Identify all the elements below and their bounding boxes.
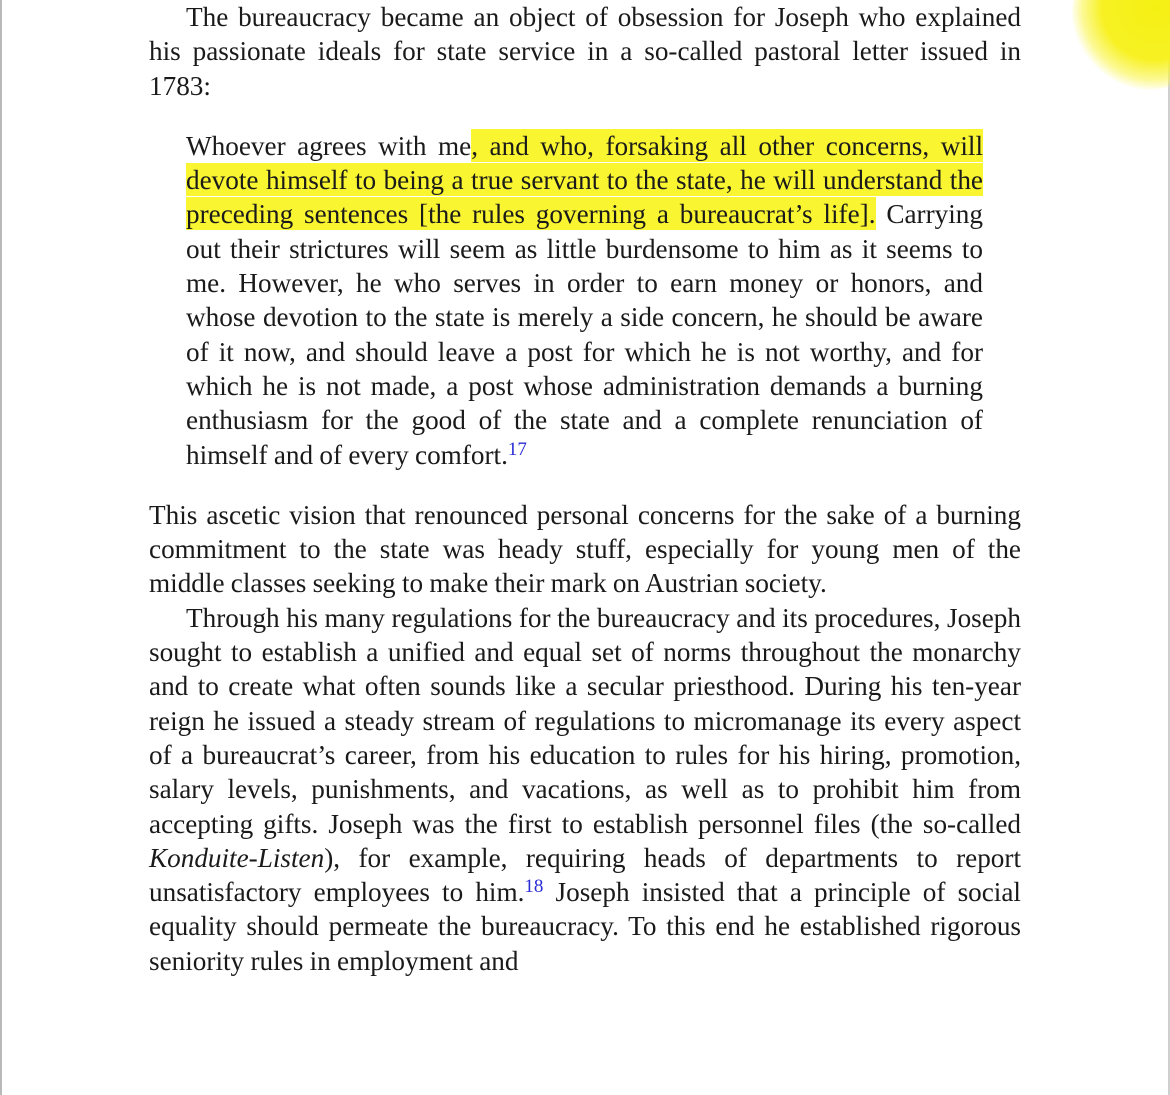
quote-highlight[interactable]: , and who, forsaking all other concerns, will devote himself to being a true servant to the state, he will understand the preceding sentences [the rules governing a bureaucrat’s life]. xyxy=(186,130,983,230)
footnote-link-18[interactable]: 18 xyxy=(524,876,544,898)
footnote-link-17[interactable]: 17 xyxy=(507,438,527,460)
konduite-listen-term: Konduite-Listen xyxy=(149,842,325,873)
paragraph-intro: The bureaucracy became an object of obsession for Joseph who explained his passionate ideals for state service in a so-called pastoral letter issued in 1783: xyxy=(149,2,1021,101)
regulations-text-1: Through his many regulations for the bureaucracy and its procedures, Joseph sought to establish a unified and equal set of norms throughout the monarchy and to create what often sounds like a secular priesthood. During his ten-year reign he issued a steady stream of regulations to micromanage its every aspect of a bureaucrat’s career, from his education to rules for his hiring, promotion, salary levels, punishments, and vacations, as well as to prohibit him from accepting gifts. Joseph was the first to establish personnel files (the so-called xyxy=(149,602,1021,839)
paragraph-regulations xyxy=(149,601,1021,978)
document-page xyxy=(149,0,1021,978)
regulations-text-2: ), for example, requiring heads of departments to report unsatisfactory employees to him. xyxy=(149,842,1021,908)
paragraph-ascetic-vision: This ascetic vision that renounced personal concerns for the sake of a burning commitment to the state was heady stuff, especially for young men of the middle classes seeking to make their mark on Austrian society. xyxy=(149,499,1021,599)
quote-plain-start: Whoever agrees with me xyxy=(186,130,472,161)
highlighter-mark xyxy=(1072,0,1170,90)
page-left-edge xyxy=(0,0,2,1095)
block-quote xyxy=(186,129,983,472)
regulations-text-3: Joseph insisted that a principle of social equality should permeate the bureaucracy. To this end he established rigorous seniority rules in employment and xyxy=(149,877,1021,976)
quote-rest: Carrying out their strictures will seem as little burdensome to him as it seems to me. However, he who serves in order to earn money or honors, and whose devotion to the state is merely a side concern, he should be aware of it now, and should leave a post for which he is not worthy, and for which he is not made, a post whose administration demands a burning enthusiasm for the good of the state and a complete renunciation of himself and of every comfort. xyxy=(186,199,983,470)
